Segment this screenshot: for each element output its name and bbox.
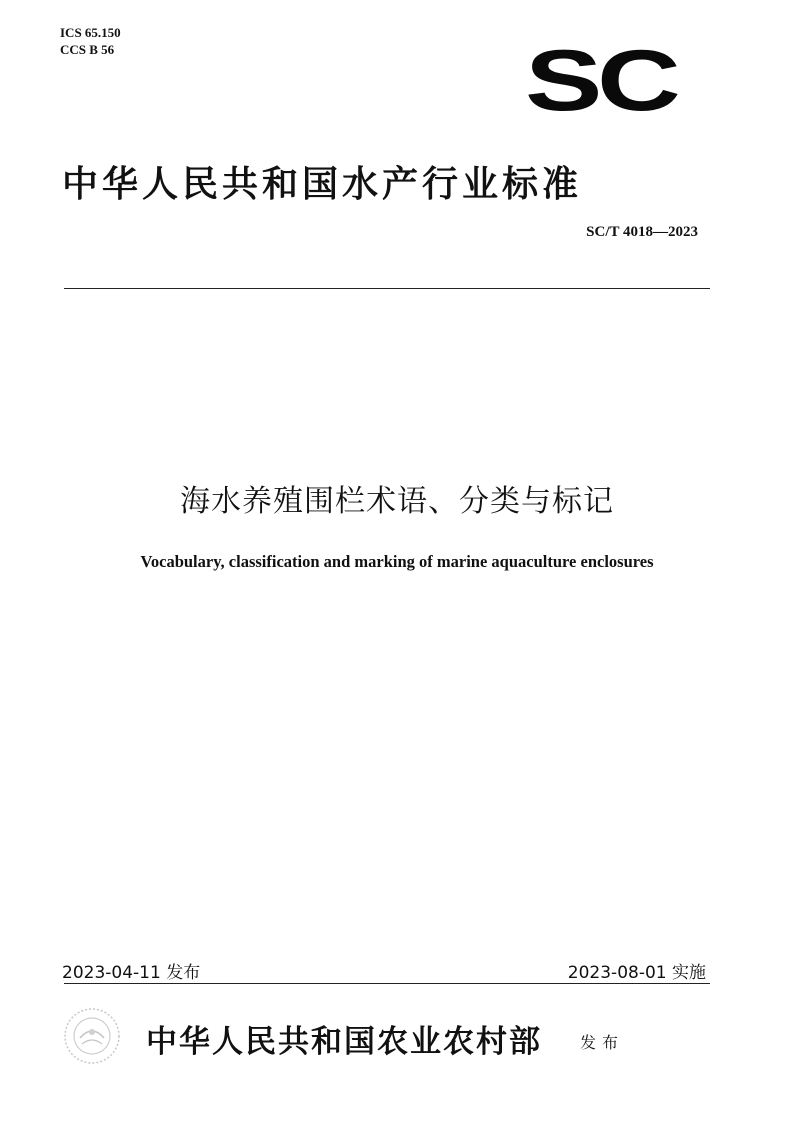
issue-date: 2023-04-11 发布 (62, 963, 201, 983)
ccs-code: CCS B 56 (60, 42, 115, 57)
sc-logo: SC (525, 33, 676, 129)
ministry-seal-icon (62, 1006, 122, 1066)
implementation-date: 2023-08-01 实施 (567, 963, 706, 983)
bottom-divider (64, 983, 710, 984)
standard-org-title: 中华人民共和国水产行业标准 (62, 164, 583, 205)
ics-code: ICS 65.150 (60, 25, 121, 40)
classification-codes (60, 24, 121, 58)
document-subtitle-english: Vocabulary, classification and marking of marine aquaculture enclosures (140, 552, 654, 571)
document-title: 海水养殖围栏术语、分类与标记 (180, 484, 614, 519)
standard-number: SC/T 4018—2023 (586, 224, 698, 240)
publisher-name: 中华人民共和国农业农村部 (146, 1024, 542, 1060)
publish-label: 发布 (580, 1033, 625, 1052)
top-divider (64, 288, 710, 289)
